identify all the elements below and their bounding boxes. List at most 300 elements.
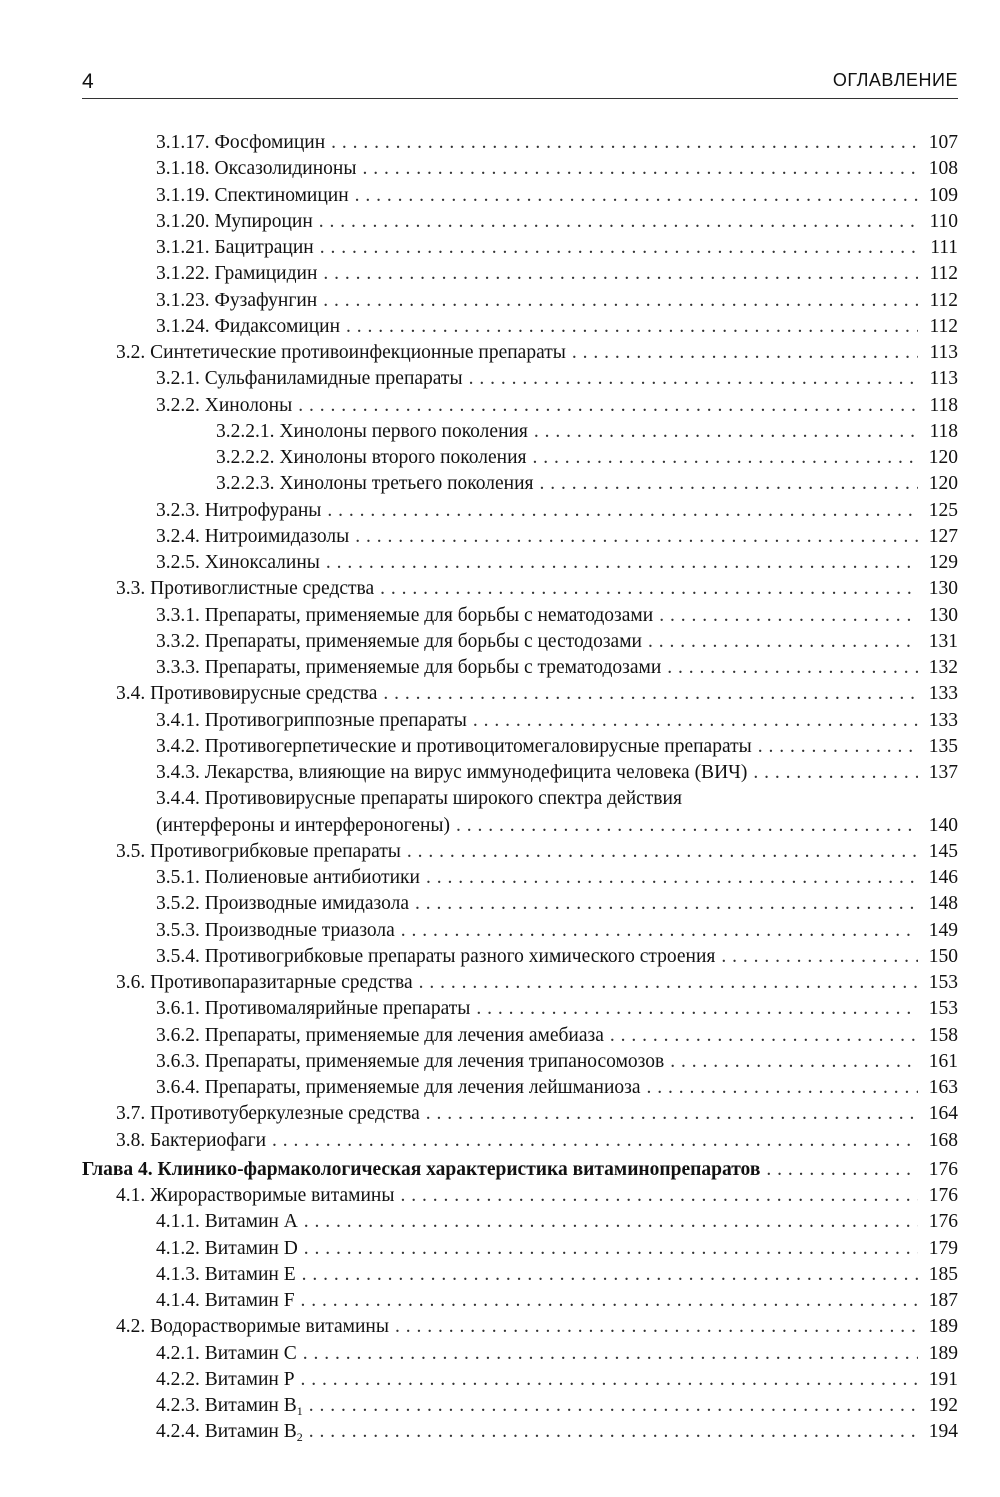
toc-entry-page-number: 112 (929, 315, 958, 337)
toc-entry-title: 4.1. Жирорастворимые витамины (116, 1185, 395, 1206)
toc-entry-row (216, 445, 958, 471)
toc-entry-page-number: 176 (928, 1211, 958, 1233)
toc-entry-page-number: 127 (928, 525, 958, 547)
toc-entry-title: 3.4.1. Противогриппозные препараты (156, 709, 467, 731)
toc-entry-label (156, 550, 326, 576)
dot-leader (721, 944, 918, 970)
toc-entry-label (156, 1075, 647, 1101)
toc-entry-title: 3.3. Противоглистные средства (116, 578, 375, 600)
toc-entry-page-number: 150 (928, 945, 958, 967)
toc-entry-page-number: 109 (928, 184, 958, 206)
toc-entry-page-number: 145 (928, 840, 958, 862)
toc-entry-title: 3.4. Противовирусные средства (116, 683, 378, 705)
toc-entry[interactable] (0, 393, 1000, 419)
dot-leader (648, 629, 918, 655)
toc-entry-page-number: 111 (930, 237, 958, 258)
toc-entry-page-number: 130 (928, 604, 958, 626)
toc-entry-title: 3.1.22. Грамицидин (156, 263, 318, 285)
dot-leader (534, 419, 918, 445)
toc-entry-row (156, 865, 958, 891)
toc-entry[interactable] (0, 576, 1000, 602)
toc-entry-page-number: 112 (929, 263, 958, 285)
toc-entry[interactable] (0, 786, 1000, 812)
toc-entry-row (216, 471, 958, 497)
toc-entry-title: 4.1.3. Витамин Е (156, 1263, 296, 1285)
dot-leader (456, 813, 918, 839)
toc-entry-label (216, 445, 532, 471)
toc-entry-page-number: 133 (928, 683, 958, 705)
toc-entry-label (156, 156, 362, 182)
toc-entry[interactable] (0, 1157, 1000, 1183)
toc-entry-label (156, 865, 426, 891)
toc-entry-row (156, 235, 958, 261)
toc-entry-page-number: 189 (928, 1342, 958, 1364)
dot-leader (302, 1262, 918, 1288)
toc-entry[interactable] (0, 944, 1000, 970)
section-title: ОГЛАВЛЕНИЕ (832, 70, 958, 90)
toc-entry-label (82, 1157, 766, 1183)
toc-entry-label (156, 708, 473, 734)
toc-entry-label (116, 1101, 426, 1127)
toc-entry-label (156, 1049, 670, 1075)
toc-entry-title: 3.7. Противотуберкулезные средства (116, 1103, 420, 1125)
toc-entry-title: 3.2.2.2. Хинолоны второго поколения (216, 447, 527, 468)
toc-entry-page-number: 118 (929, 394, 958, 416)
toc-entry-row (156, 655, 958, 681)
toc-entry-title: 4.2.1. Витамин С (156, 1342, 297, 1364)
toc-entry-label (156, 629, 648, 655)
toc-entry-page-number: 161 (928, 1050, 958, 1072)
toc-entry-row (156, 734, 958, 760)
toc-entry-row (156, 786, 958, 812)
toc-entry-page-number: 113 (929, 368, 958, 390)
toc-entry[interactable] (0, 1314, 1000, 1340)
dot-leader (309, 1419, 918, 1445)
toc-entry-row (156, 1419, 958, 1450)
toc-entry-label (156, 393, 298, 419)
toc-entry-row (116, 576, 958, 602)
toc-entry[interactable] (0, 918, 1000, 944)
dot-leader (355, 183, 918, 209)
dot-leader (610, 1023, 918, 1049)
toc-entry-row (156, 393, 958, 419)
toc-entry-title: 3.6.3. Препараты, применяемые для лечения трипаносомозов (156, 1050, 665, 1072)
toc-entry-label (116, 576, 380, 602)
toc-entry[interactable] (0, 314, 1000, 340)
toc-entry[interactable] (0, 891, 1000, 917)
dot-leader (301, 1367, 918, 1393)
toc-entry-title: 3.3.1. Препараты, применяемые для борьбы с нематодозами (156, 604, 654, 626)
toc-entry-label (156, 734, 758, 760)
toc-entry-page-number: 176 (928, 1158, 958, 1180)
toc-entry-row (156, 1209, 958, 1235)
toc-entry[interactable] (0, 1367, 1000, 1393)
toc-entry-title: 3.2. Синтетические противоинфекционные препараты (116, 342, 566, 363)
toc-entry-title: 3.2.4. Нитроимидазолы (156, 525, 350, 547)
toc-entry[interactable] (0, 1075, 1000, 1101)
toc-entry-label (156, 813, 456, 839)
toc-entry-title: 3.2.2.3. Хинолоны третьего поколения (216, 473, 534, 495)
toc-entry[interactable] (0, 708, 1000, 734)
toc-entry-row (156, 1023, 958, 1049)
toc-entry-label (156, 1341, 303, 1367)
toc-entry-row (156, 1236, 958, 1262)
toc-entry-page-number: 133 (928, 709, 958, 731)
toc-entry[interactable] (0, 1101, 1000, 1127)
dot-leader (758, 734, 918, 760)
toc-entry-row (156, 366, 958, 392)
toc-entry-title: 3.1.20. Мупироцин (156, 210, 313, 232)
toc-entry-row (156, 209, 958, 235)
toc-entry-row (82, 1157, 958, 1183)
toc-entry[interactable] (0, 524, 1000, 550)
toc-entry-page-number: 192 (928, 1395, 958, 1416)
toc-entry-title: 3.5. Противогрибковые препараты (116, 840, 401, 862)
toc-entry-title: 3.5.4. Противогрибковые препараты разного химического строения (156, 945, 716, 967)
toc-entry[interactable] (0, 629, 1000, 655)
toc-entry-label (156, 891, 415, 917)
toc-entry[interactable] (0, 734, 1000, 760)
toc-entry[interactable] (0, 183, 1000, 209)
toc-entry-page-number: 153 (928, 998, 958, 1020)
toc-entry-row (156, 498, 958, 524)
toc-entry-page-number: 148 (928, 893, 958, 915)
toc-entry[interactable] (0, 156, 1000, 182)
toc-entry[interactable] (0, 419, 1000, 445)
toc-entry[interactable] (0, 813, 1000, 839)
toc-entry-row (116, 1101, 958, 1127)
toc-entry[interactable] (0, 1341, 1000, 1367)
toc-entry-page-number: 129 (928, 552, 958, 573)
toc-entry-page-number: 120 (928, 473, 958, 495)
toc-entry-page-number: 191 (928, 1368, 958, 1390)
toc-entry-label (156, 235, 320, 261)
toc-entry-row (156, 550, 958, 576)
toc-entry-subscript: 2 (296, 1430, 303, 1445)
dot-leader (272, 1128, 918, 1154)
dot-leader (303, 1341, 918, 1367)
toc-entry-label (116, 970, 419, 996)
toc-entry-title: 3.1.17. Фосфомицин (156, 132, 326, 153)
toc-entry[interactable] (0, 681, 1000, 707)
toc-entry-page-number: 187 (928, 1290, 958, 1311)
toc-entry-page-number: 125 (928, 499, 958, 521)
toc-entry-row (116, 1128, 958, 1154)
dot-leader (401, 918, 918, 944)
toc-entry[interactable] (0, 550, 1000, 576)
toc-entry-title: 3.5.3. Производные триазола (156, 919, 395, 941)
toc-entry-title: 4.2.4. Витамин В (156, 1421, 297, 1443)
toc-entry-label (156, 498, 327, 524)
toc-entry-label (156, 524, 355, 550)
toc-entry-row (156, 1075, 958, 1101)
toc-entry-title: 3.6.1. Противомалярийные препараты (156, 998, 471, 1020)
toc-entry[interactable] (0, 760, 1000, 786)
toc-entry[interactable] (0, 1262, 1000, 1288)
toc-entry-page-number: 189 (928, 1316, 958, 1338)
dot-leader (327, 498, 918, 524)
toc-entry-page-number: 113 (929, 342, 958, 363)
dot-leader (355, 524, 918, 550)
toc-entry-row (156, 1367, 958, 1393)
toc-entry-title: 3.2.1. Сульфаниламидные препараты (156, 368, 463, 390)
table-of-contents (0, 130, 1000, 1446)
toc-entry[interactable] (0, 1023, 1000, 1049)
toc-entry[interactable] (0, 996, 1000, 1022)
toc-entry[interactable] (0, 865, 1000, 891)
dot-leader (753, 760, 918, 786)
dot-leader (476, 996, 918, 1022)
toc-entry-page-number: 130 (928, 578, 958, 600)
toc-entry-page-number: 137 (928, 762, 958, 783)
toc-entry-page-number: 146 (928, 867, 958, 888)
toc-entry-row (156, 288, 958, 314)
toc-entry-page-number: 120 (928, 447, 958, 468)
toc-entry-row (156, 1262, 958, 1288)
toc-entry-title: 3.3.3. Препараты, применяемые для борьбы с трематодозами (156, 657, 662, 678)
dot-leader (323, 288, 918, 314)
toc-entry-row (116, 970, 958, 996)
dot-leader (319, 209, 918, 235)
toc-entry-label (116, 1183, 400, 1209)
toc-entry[interactable] (0, 498, 1000, 524)
toc-entry[interactable] (0, 1236, 1000, 1262)
toc-entry[interactable] (0, 340, 1000, 366)
toc-entry-title: 3.1.24. Фидаксомицин (156, 315, 341, 337)
toc-entry-label (156, 1209, 304, 1235)
toc-entry-row (156, 708, 958, 734)
dot-leader (346, 314, 918, 340)
dot-leader (647, 1075, 918, 1101)
toc-entry-page-number: 185 (928, 1263, 958, 1285)
toc-entry-label (156, 130, 331, 156)
toc-entry[interactable] (0, 235, 1000, 261)
dot-leader (407, 839, 918, 865)
toc-entry-row (156, 1049, 958, 1075)
toc-entry-page-number: 158 (928, 1024, 958, 1046)
toc-entry-page-number: 149 (928, 919, 958, 941)
dot-leader (309, 1393, 918, 1419)
dot-leader (426, 865, 918, 891)
toc-entry-label (156, 918, 401, 944)
toc-entry-title: 3.2.3. Нитрофураны (156, 499, 322, 521)
toc-entry-title: 3.1.23. Фузафунгин (156, 289, 318, 311)
dot-leader (395, 1314, 918, 1340)
toc-entry-page-number: 131 (928, 630, 958, 652)
toc-entry-row (156, 261, 958, 287)
toc-entry-row (156, 629, 958, 655)
toc-entry-title: 3.4.2. Противогерпетические и противоцитомегаловирусные препараты (156, 735, 752, 757)
toc-entry-title: Глава 4. Клинико-фармакологическая характеристика витаминопрепаратов (82, 1158, 761, 1180)
toc-entry-page-number: 168 (928, 1129, 958, 1151)
dot-leader (415, 891, 918, 917)
toc-entry-title: 3.6.2. Препараты, применяемые для лечения амебиаза (156, 1024, 604, 1046)
dot-leader (659, 603, 918, 629)
toc-entry[interactable] (0, 1419, 1000, 1445)
toc-entry-page-number: 140 (928, 814, 958, 836)
toc-entry-page-number: 110 (929, 210, 958, 232)
toc-entry-label (156, 261, 323, 287)
toc-entry-page-number: 194 (928, 1421, 958, 1443)
toc-entry-page-number: 107 (928, 132, 958, 153)
toc-entry-title: 4.2.3. Витамин В (156, 1395, 297, 1416)
toc-entry-label (156, 996, 476, 1022)
page-number: 4 (82, 70, 94, 93)
toc-entry-label (116, 839, 407, 865)
toc-entry[interactable] (0, 445, 1000, 471)
toc-entry-title: 4.2. Водорастворимые витамины (116, 1316, 389, 1338)
toc-entry-row (116, 1314, 958, 1340)
toc-entry[interactable] (0, 366, 1000, 392)
toc-entry-title: 4.1.2. Витамин D (156, 1237, 298, 1259)
toc-entry-title: 3.6. Противопаразитарные средства (116, 972, 413, 993)
toc-entry-page-number: 135 (928, 735, 958, 757)
toc-entry-title: 3.5.2. Производные имидазола (156, 893, 409, 915)
dot-leader (383, 681, 918, 707)
dot-leader (326, 550, 918, 576)
toc-entry-title: 3.8. Бактериофаги (116, 1129, 267, 1151)
toc-entry-page-number: 112 (929, 289, 958, 311)
toc-entry-title: 3.1.21. Бацитрацин (156, 237, 314, 258)
toc-entry-row (156, 130, 958, 156)
toc-entry-title: 3.1.19. Спектиномицин (156, 184, 349, 206)
toc-entry[interactable] (0, 1393, 1000, 1419)
toc-entry[interactable] (0, 1128, 1000, 1154)
toc-entry-title: (интерфероны и интерфероногены) (156, 814, 451, 836)
dot-leader (572, 340, 918, 366)
toc-entry-label (156, 1288, 301, 1314)
toc-entry-row (116, 839, 958, 865)
toc-entry-row (156, 524, 958, 550)
toc-entry-row (116, 1183, 958, 1209)
dot-leader (400, 1183, 918, 1209)
toc-entry-label (156, 944, 721, 970)
toc-entry-label (156, 760, 753, 786)
toc-entry-title: 4.2.2. Витамин Р (156, 1368, 295, 1390)
dot-leader (426, 1101, 918, 1127)
toc-entry-label (156, 288, 323, 314)
toc-entry[interactable] (0, 839, 1000, 865)
toc-entry-title: 3.5.1. Полиеновые антибиотики (156, 867, 420, 888)
toc-entry-label (156, 1262, 302, 1288)
toc-entry[interactable] (0, 130, 1000, 156)
toc-entry-title: 3.3.2. Препараты, применяемые для борьбы с цестодозами (156, 630, 642, 652)
toc-entry-label (156, 366, 469, 392)
toc-entry-row (116, 340, 958, 366)
toc-entry[interactable] (0, 970, 1000, 996)
toc-entry-row (156, 813, 958, 839)
dot-leader (469, 366, 918, 392)
dot-leader (320, 235, 918, 261)
toc-entry-row (156, 603, 958, 629)
toc-entry[interactable] (0, 261, 1000, 287)
toc-entry-label (156, 786, 688, 812)
dot-leader (532, 445, 918, 471)
toc-entry-label (156, 1023, 610, 1049)
page-header (82, 64, 958, 99)
dot-leader (766, 1157, 918, 1183)
toc-entry-label (156, 314, 346, 340)
toc-entry-label (216, 471, 539, 497)
toc-entry[interactable] (0, 1288, 1000, 1314)
toc-entry-label (156, 1419, 309, 1450)
toc-entry-label (156, 1367, 301, 1393)
toc-entry-title: 3.4.4. Противовирусные препараты широкого спектра действия (156, 788, 682, 810)
toc-entry-page-number: 132 (928, 657, 958, 678)
toc-entry-row (116, 681, 958, 707)
toc-entry-row (156, 156, 958, 182)
toc-entry-page-number: 164 (928, 1103, 958, 1125)
toc-entry-title: 3.1.18. Оксазолидиноны (156, 158, 357, 180)
toc-entry-page-number: 163 (928, 1077, 958, 1098)
toc-entry-title: 3.2.2.1. Хинолоны первого поколения (216, 420, 528, 442)
toc-entry[interactable] (0, 471, 1000, 497)
dot-leader (362, 156, 918, 182)
toc-entry-row (156, 891, 958, 917)
toc-entry-page-number: 179 (928, 1237, 958, 1259)
toc-entry-label (156, 1236, 304, 1262)
toc-entry-title: 3.2.5. Хиноксалины (156, 552, 320, 573)
dot-leader (670, 1049, 918, 1075)
toc-entry-row (156, 996, 958, 1022)
dot-leader (304, 1236, 918, 1262)
toc-entry-title: 4.1.1. Витамин А (156, 1211, 298, 1233)
toc-entry-label (116, 681, 383, 707)
toc-entry-title: 3.2.2. Хинолоны (156, 394, 293, 416)
toc-entry[interactable] (0, 1183, 1000, 1209)
dot-leader (323, 261, 918, 287)
toc-entry-title: 3.4.3. Лекарства, влияющие на вирус иммунодефицита человека (ВИЧ) (156, 762, 748, 783)
toc-entry[interactable] (0, 603, 1000, 629)
toc-entry[interactable] (0, 1209, 1000, 1235)
toc-entry-label (156, 603, 659, 629)
dot-leader (667, 655, 918, 681)
toc-entry-row (156, 1288, 958, 1314)
toc-entry[interactable] (0, 655, 1000, 681)
toc-entry[interactable] (0, 1049, 1000, 1075)
toc-entry-row (216, 419, 958, 445)
toc-entry-label (116, 1128, 272, 1154)
toc-entry-label (216, 419, 534, 445)
toc-entry-row (156, 918, 958, 944)
toc-entry-page-number: 118 (929, 420, 958, 442)
toc-entry-row (156, 314, 958, 340)
toc-entry-subscript: 1 (296, 1404, 303, 1418)
dot-leader (419, 970, 918, 996)
dot-leader (380, 576, 918, 602)
dot-leader (473, 708, 918, 734)
toc-entry-label (116, 340, 572, 366)
toc-entry-row (156, 944, 958, 970)
toc-entry-page-number: 108 (928, 158, 958, 180)
toc-entry[interactable] (0, 209, 1000, 235)
dot-leader (298, 393, 918, 419)
dot-leader (304, 1209, 918, 1235)
toc-entry-page-number: 153 (928, 972, 958, 993)
toc-entry-page-number: 176 (928, 1185, 958, 1206)
dot-leader (301, 1288, 918, 1314)
dot-leader (539, 471, 918, 497)
toc-entry-title: 3.6.4. Препараты, применяемые для лечения лейшманиоза (156, 1077, 641, 1098)
toc-entry-row (156, 760, 958, 786)
toc-entry-label (116, 1314, 395, 1340)
toc-entry-label (156, 209, 319, 235)
toc-entry-label (156, 655, 667, 681)
dot-leader (331, 130, 918, 156)
toc-entry-row (156, 1341, 958, 1367)
toc-entry[interactable] (0, 288, 1000, 314)
toc-entry-label (156, 183, 355, 209)
